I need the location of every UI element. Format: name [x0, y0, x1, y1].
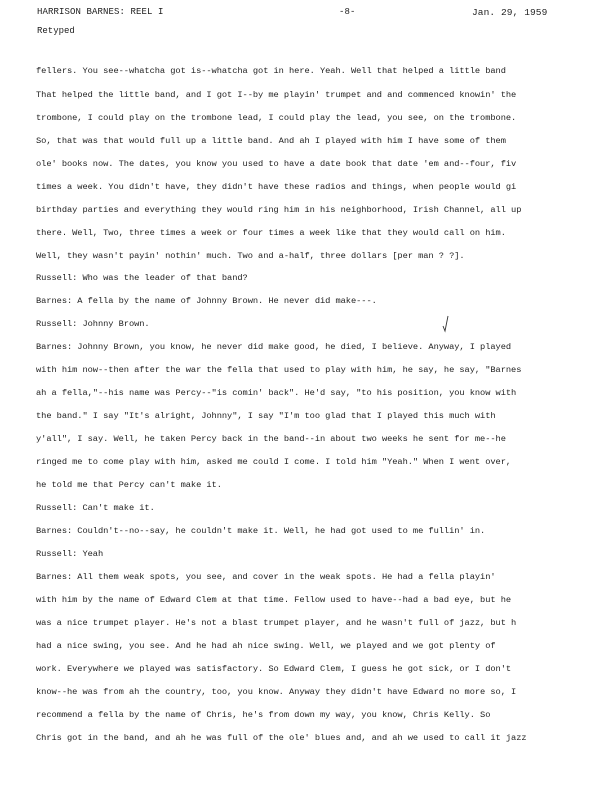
page-number: -8-: [339, 7, 356, 17]
transcript-line: he told me that Percy can't make it.: [36, 480, 222, 490]
transcript-line: So, that was that would full up a little band. And ah I played with him I have some of them: [36, 136, 506, 146]
speaker-line-russell: Russell: Can't make it.: [36, 503, 155, 513]
speaker-line-barnes: Barnes: A fella by the name of Johnny Brown. He never did make---.: [36, 296, 377, 306]
transcript-line: ringed me to come play with him, asked me could I come. I told him "Yeah." When I went over,: [36, 457, 512, 467]
transcript-line: times a week. You didn't have, they didn't have these radios and things, when people would gi: [36, 182, 517, 192]
speaker-line-russell: Russell: Johnny Brown.: [36, 319, 150, 329]
speaker-line-russell: Russell: Who was the leader of that band?: [36, 273, 248, 283]
transcript-line: had a nice swing, you see. And he had ah nice swing. Well, we played and we got plenty of: [36, 641, 496, 651]
transcript-line: work. Everywhere we played was satisfactory. So Edward Clem, I guess he got sick, or I don't: [36, 664, 512, 674]
transcript-line: ah a fella,"--his name was Percy--"is comin' back". He'd say, "to his position, you know with: [36, 388, 517, 398]
transcript-line: the band." I say "It's alright, Johnny", I say "I'm too glad that I played this much with: [36, 411, 496, 421]
transcript-line: That helped the little band, and I got I--by me playin' trumpet and and commenced knowin' the: [36, 90, 517, 100]
transcript-line: Well, they wasn't payin' nothin' much. Two and a-half, three dollars [per man ? ?].: [36, 251, 465, 261]
transcript-line: birthday parties and everything they would ring him in his neighborhood, Irish Channel, all up: [36, 205, 522, 215]
transcript-line: trombone, I could play on the trombone lead, I could play the lead, you see, on the trombone.: [36, 113, 517, 123]
transcript-line: recommend a fella by the name of Chris, he's from down my way, you know, Chris Kelly. So: [36, 710, 491, 720]
transcript-line: Chris got in the band, and ah he was full of the ole' blues and, and ah we used to call it jazz: [36, 733, 527, 743]
speaker-line-russell: Russell: Yeah: [36, 549, 104, 559]
transcript-line: ole' books now. The dates, you know you used to have a date book that date 'em and--four, fiv: [36, 159, 517, 169]
transcript-line: with him now--then after the war the fella that used to play with him, he say, he say, "Barnes: [36, 365, 522, 375]
transcript-line: with him by the name of Edward Clem at that time. Fellow used to have--had a bad eye, but he: [36, 595, 512, 605]
header-title: HARRISON BARNES: REEL I: [37, 7, 164, 17]
transcript-line: there. Well, Two, three times a week or four times a week like that they would call on him.: [36, 228, 506, 238]
handwritten-check-mark: [441, 315, 449, 333]
transcript-line: was a nice trumpet player. He's not a blast trumpet player, and he wasn't full of jazz, but h: [36, 618, 517, 628]
transcript-line: y'all", I say. Well, he taken Percy back in the band--in about two weeks he sent for me--he: [36, 434, 506, 444]
speaker-line-barnes: Barnes: Johnny Brown, you know, he never did make good, he died, I believe. Anyway, I played: [36, 342, 512, 352]
transcript-line: fellers. You see--whatcha got is--whatcha got in here. Yeah. Well that helped a little band: [36, 66, 506, 76]
speaker-line-barnes: Barnes: Couldn't--no--say, he couldn't make it. Well, he had got used to me fullin' in.: [36, 526, 486, 536]
transcript-line: know--he was from ah the country, too, you know. Anyway they didn't have Edward no more so, I: [36, 687, 517, 697]
speaker-line-barnes: Barnes: All them weak spots, you see, and cover in the weak spots. He had a fella playin': [36, 572, 496, 582]
header-date: Jan. 29, 1959: [472, 7, 548, 18]
retyped-label: Retyped: [37, 26, 75, 36]
